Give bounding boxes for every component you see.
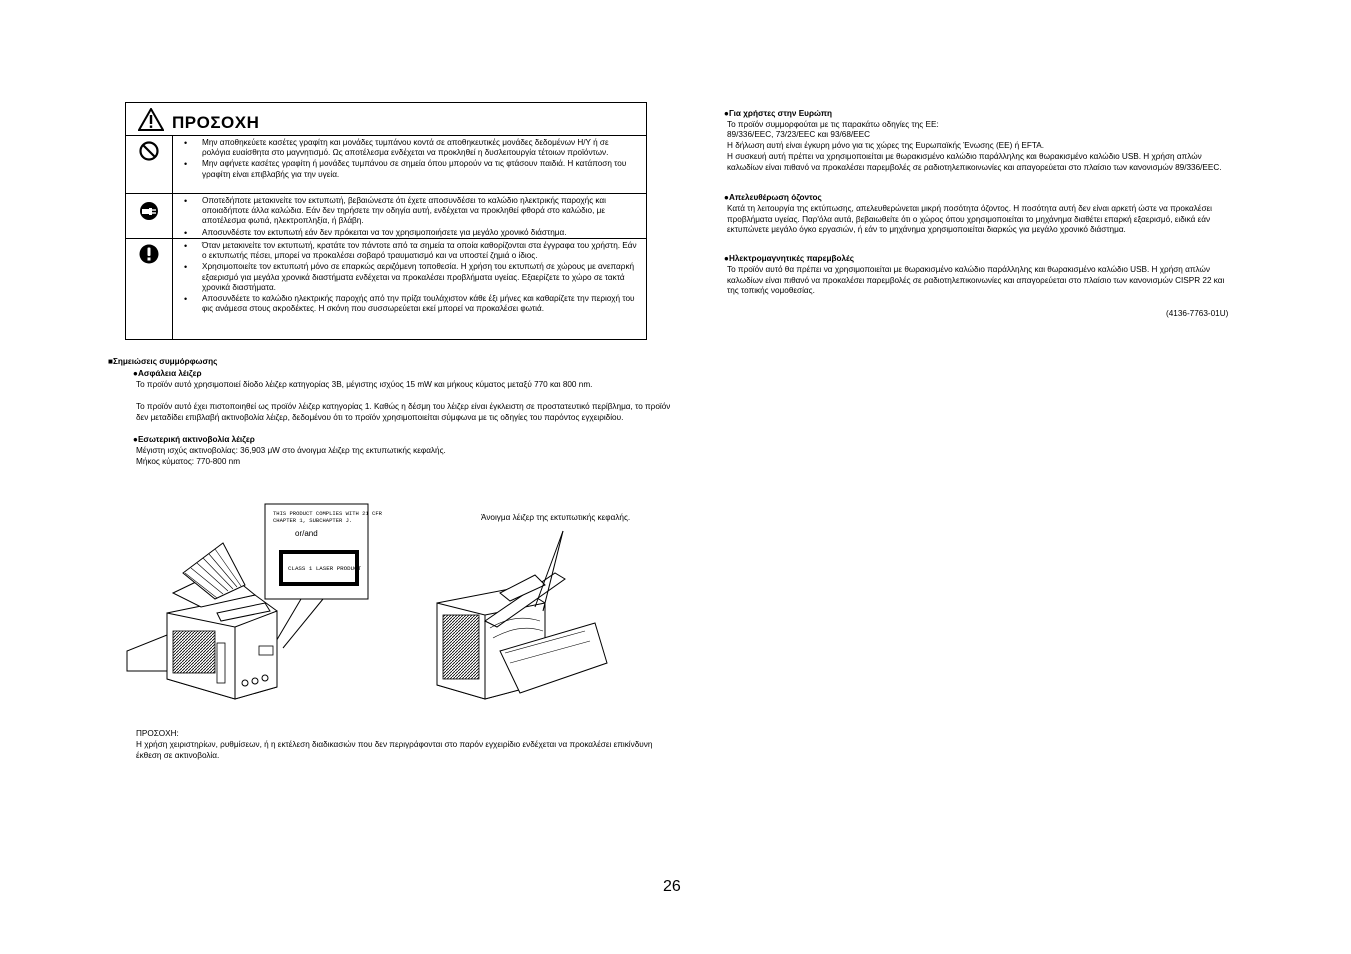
document-code: (4136-7763-01U) xyxy=(1166,309,1229,318)
unplug-icon xyxy=(138,200,160,222)
emi-text: Το προϊόν αυτό θα πρέπει να χρησιμοποιείται με θωρακισμένο καλώδιο παράλληλης και θωρακισμένο καλώδιο USB. Η χρήση απλών καλωδίων είναι πιθανό να προκαλέσει παρεμβολές σε ραδιοτηλεπικοινωνίες και απαγορεύεται στο πλαίσιο των κανονισμών CISPR 22 και της τοπικής νομοθεσίας. xyxy=(727,265,1225,295)
label-compliance-text xyxy=(273,510,382,524)
list-item: • Οποτεδήποτε μετακινείτε τον εκτυπωτή, βεβαιώνεστε ότι έχετε αποσυνδέσει το καλώδιο ηλεκτρικής παροχής και οποιαδήποτε άλλα καλώδια. Εάν δεν τηρήσετε την οδηγία αυτή, ενδέχεται να προκληθεί φθορά στο καλώδιο, με αποτέλεσμα φωτιά, ηλεκτροπληξία, ή βλάβη. xyxy=(184,196,639,227)
caution-list xyxy=(184,138,639,181)
label-class-1: CLASS 1 LASER PRODUCT xyxy=(288,565,362,572)
laser-safety-title: ●Ασφάλεια λέιζερ xyxy=(133,369,202,378)
list-item: • Μην αφήνετε κασέτες γραφίτη ή μονάδες τυμπάνου σε σημεία όπου μπορούν να τις φτάσουν παιδιά. Η κατάποση του γραφίτη είναι επιβλαβής για την υγεία. xyxy=(184,159,639,179)
europe-line-3: Η δήλωση αυτή είναι έγκυρη μόνο για τις χώρες της Ευρωπαϊκής Ένωσης (ΕΕ) ή EFTA. xyxy=(727,141,1045,150)
caution-list xyxy=(184,241,639,315)
aperture-caption: Άνοιγμα λέιζερ της εκτυπωτικής κεφαλής. xyxy=(481,513,631,522)
printer-drawing xyxy=(125,503,665,703)
label-line-1: THIS PRODUCT COMPLIES WITH 21 CFR xyxy=(273,510,382,517)
list-item: • Όταν μετακινείτε τον εκτυπωτή, κρατάτε τον πάντοτε από τα σημεία τα οποία καθορίζονται στα έγγραφα του χρήστη. Εάν ο εκτυπωτής πέσει, μπορεί να προκαλέσει σοβαρό τραυματισμό και να υποστεί ζημιά ο ίδιος. xyxy=(184,241,639,261)
caution-title: ΠΡΟΣΟΧΗ xyxy=(172,113,260,132)
list-item: • Αποσυνδέστε τον εκτυπωτή εάν δεν πρόκειται να τον χρησιμοποιήσετε για μεγάλο χρονικό διάστημα. xyxy=(184,228,639,238)
europe-line-2: 89/336/EEC, 73/23/EEC και 93/68/EEC xyxy=(727,130,870,139)
list-item: • Μην αποθηκεύετε κασέτες γραφίτη και μονάδες τυμπάνου κοντά σε αποθηκευτικές μονάδες δεδομένων Η/Υ ή σε ρολόγια ευαίσθητα στο μαγνητισμό. Ως αποτέλεσμα ενδέχεται να προκληθεί η δυσλειτουργία τέτοιων προϊόντων. xyxy=(184,138,639,158)
caution-row-exclamation xyxy=(126,239,646,339)
caution-header xyxy=(126,103,646,136)
label-or-and: or/and xyxy=(295,529,318,538)
ozone-text: Κατά τη λειτουργία της εκτύπωσης, απελευθερώνεται μικρή ποσότητα όζοντος. Η ποσότητα αυτή δεν είναι αρκετή ώστε να προκαλέσει προβλήματα υγείας. Παρ'όλα αυτά, βεβαιωθείτε ότι ο χώρος όπου χρησιμοποιείται το μηχάνημα διαθέτει επαρκή εξαερισμό, ειδικά εάν εκτυπώνετε μεγάλο όγκο εργασιών, ή εάν το μηχάνημα χρησιμοποιείται διαρκώς για μεγάλο χρονικό διάστημα. xyxy=(727,204,1212,234)
europe-line-1: Το προϊόν συμμορφούται με τις παρακάτω οδηγίες της ΕΕ: xyxy=(727,120,939,129)
caution-row-unplug xyxy=(126,194,646,239)
compliance-heading: ■Σημειώσεις συμμόρφωσης xyxy=(108,357,218,366)
caution-table xyxy=(125,102,647,340)
printer-illustration xyxy=(125,503,665,703)
warning-title: ΠΡΟΣΟΧΗ: xyxy=(136,729,179,738)
warning-triangle-icon xyxy=(138,108,164,131)
emi-title: ●Ηλεκτρομαγνητικές παρεμβολές xyxy=(724,254,854,263)
label-line-2: CHAPTER 1, SUBCHAPTER J. xyxy=(273,517,353,524)
page-number: 26 xyxy=(663,878,681,895)
internal-radiation-title: ●Εσωτερική ακτινοβολία λέιζερ xyxy=(133,435,255,444)
laser-safety-p2: Το προϊόν αυτό έχει πιστοποιηθεί ως προϊόν λέιζερ κατηγορίας 1. Καθώς η δέσμη του λέιζερ είναι έγκλειστη σε προστατευτικό περίβλημα, το προϊόν δεν μεταδίδει επιβλαβή ακτινοβολία λέιζερ, δεδομένου ότι το προϊόν χρησιμοποιείται σύμφωνα με τις οδηγίες του παρόντος εγχειριδίου. xyxy=(136,402,671,422)
internal-radiation-power: Μέγιστη ισχύς ακτινοβολίας: 36,903 μW στο άνοιγμα λέιζερ της εκτυπωτικής κεφαλής. xyxy=(136,446,446,455)
laser-safety-p1: Το προϊόν αυτό χρησιμοποιεί δίοδο λέιζερ κατηγορίας 3B, μέγιστης ισχύος 15 mW και μήκους κύματος μεταξύ 770 και 800 nm. xyxy=(136,380,593,389)
ozone-title: ●Απελευθέρωση όζοντος xyxy=(724,193,822,202)
caution-row-prohibited xyxy=(126,136,646,194)
list-item: • Αποσυνδέετε το καλώδιο ηλεκτρικής παροχής από την πρίζα τουλάχιστον κάθε έξι μήνες και καθαρίζετε την περιοχή του φις ανάμεσα στους ακροδέκτες. Η σκόνη που συσσωρεύεται εκεί μπορεί να προκαλέσει φωτιά. xyxy=(184,294,639,314)
europe-line-4: Η συσκευή αυτή πρέπει να χρησιμοποιείται με θωρακισμένο καλώδιο παράλληλης και θωρακισμένο καλώδιο USB. Η χρήση απλών καλωδίων είναι πιθανό να προκαλέσει παρεμβολές σε ραδιοτηλεπικοινωνίες και απαγορεύεται στο πλαίσιο των κανονισμών 89/336/EEC. xyxy=(727,152,1222,172)
list-item: • Χρησιμοποιείτε τον εκτυπωτή μόνο σε επαρκώς αεριζόμενη τοποθεσία. Η χρήση του εκτυπωτή σε χώρους με ανεπαρκή εξαερισμό για μεγάλα χρονικά διαστήματα ενδέχεται να προκαλέσει προβλήματα υγείας. Εξαερίζετε το χώρο σε τακτά χρονικά διαστήματα. xyxy=(184,262,639,293)
exclamation-icon xyxy=(138,243,160,265)
prohibited-icon xyxy=(138,140,160,162)
warning-text: Η χρήση χειριστηρίων, ρυθμίσεων, ή η εκτέλεση διαδικασιών που δεν περιγράφονται στο παρόν εγχειρίδιο ενδέχεται να προκαλέσει επικίνδυνη έκθεση σε ακτινοβολία. xyxy=(136,740,653,760)
caution-list xyxy=(184,196,639,239)
europe-title: ●Για χρήστες στην Ευρώπη xyxy=(724,109,832,118)
internal-radiation-wavelength: Μήκος κύματος: 770-800 nm xyxy=(136,457,241,466)
